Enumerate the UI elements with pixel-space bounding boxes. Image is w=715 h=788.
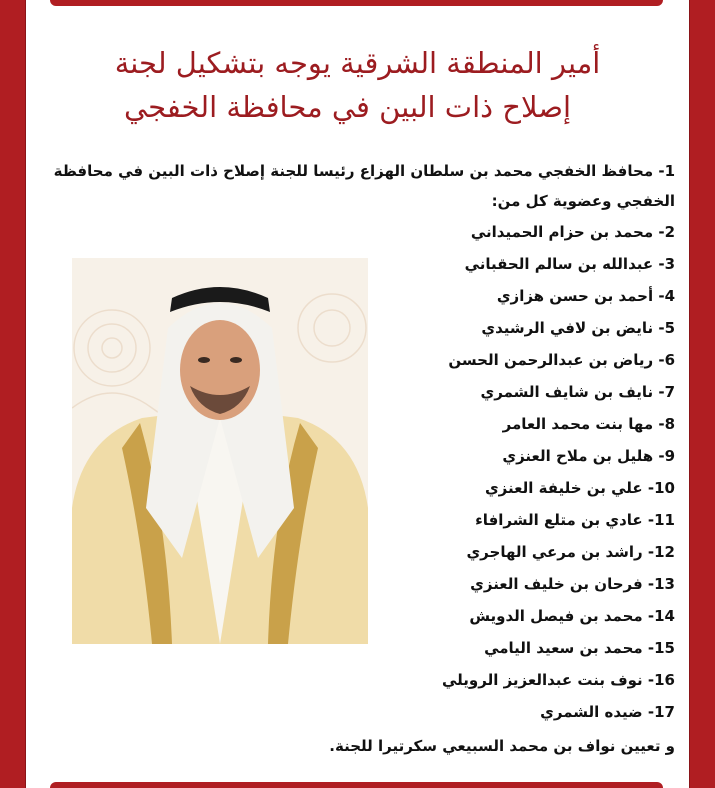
member-item: 3- عبدالله بن سالم الحقباني xyxy=(464,255,675,273)
member-item: 9- هليل بن ملاح العنزي xyxy=(502,447,675,465)
member-item: 14- محمد بن فيصل الدويش xyxy=(469,607,675,625)
member-item: 12- راشد بن مرعي الهاجري xyxy=(466,543,675,561)
member-item: 8- مها بنت محمد العامر xyxy=(502,415,675,433)
member-item: 5- نايض بن لافي الرشيدي xyxy=(481,319,675,337)
member-item: 16- نوف بنت عبدالعزيز الرويلي xyxy=(441,671,675,689)
member-item: 2- محمد بن حزام الحميداني xyxy=(470,223,675,241)
member-item: 6- رياض بن عبدالرحمن الحسن xyxy=(448,351,675,369)
headline xyxy=(40,41,675,129)
member-item: 17- ضيده الشمري xyxy=(540,703,675,721)
portrait-photo xyxy=(72,258,368,644)
headline-line-2: إصلاح ذات البين في محافظة الخفجي xyxy=(123,90,572,125)
member-item: 15- محمد بن سعيد اليامي xyxy=(484,639,675,657)
headline-line-1: أمير المنطقة الشرقية يوجه بتشكيل لجنة xyxy=(114,46,601,81)
top-border-strip xyxy=(50,0,663,6)
member-item: 4- أحمد بن حسن هزازي xyxy=(496,287,675,305)
bottom-border-strip xyxy=(50,782,663,788)
closing-line: و تعيين نواف بن محمد السبيعي سكرتيرا للجنة. xyxy=(329,737,675,755)
member-item: 13- فرحان بن خليف العنزي xyxy=(470,575,675,593)
member-item: 10- علي بن خليفة العنزي xyxy=(484,479,675,497)
intro-paragraph: 1- محافظ الخفجي محمد بن سلطان الهزاع رئيسا للجنة إصلاح ذات البين في محافظة الخفجي وعضوية كل من: xyxy=(53,162,675,210)
member-item: 11- عادي بن متلع الشرافاء xyxy=(475,511,675,529)
member-item: 7- نايف بن شايف الشمري xyxy=(480,383,675,401)
